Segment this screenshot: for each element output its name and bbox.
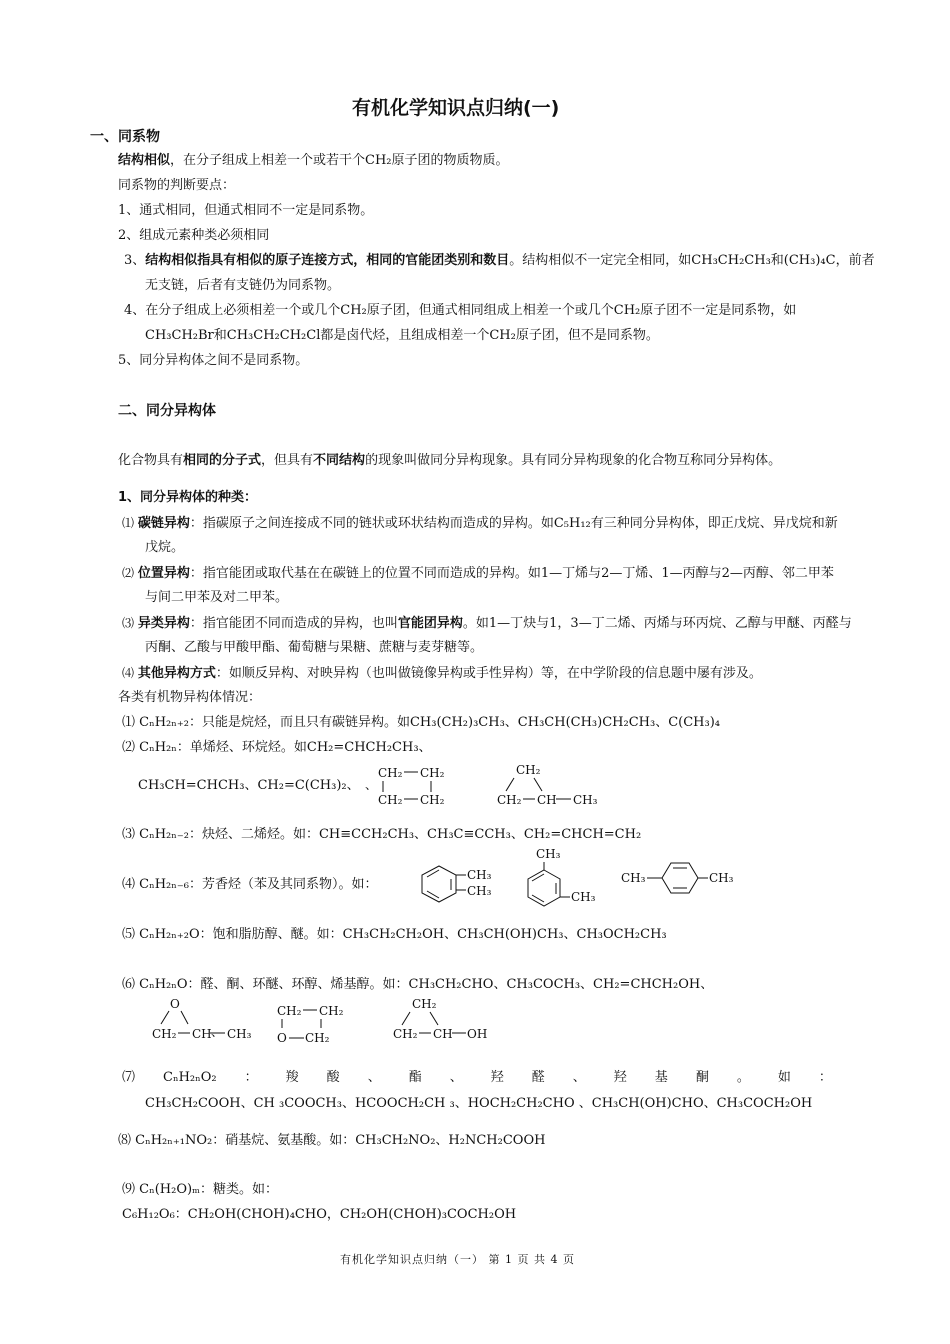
- s1-point-3: 3、结构相似指具有相似的原子连接方式，相同的官能团类别和数目。结构相似不一定完全相同，如CH₃CH₂CH₃和(CH₃)₄C，前者: [124, 253, 875, 268]
- svg-text:CH₂: CH₂: [152, 1027, 177, 1041]
- case-7-part: 酮: [695, 1070, 709, 1085]
- kind-1: ⑴ 碳链异构：指碳原子之间连接成不同的链状或环状结构而造成的异构。如C₅H₁₂有三种同分异构体，即正戊烷、异戊烷和新: [122, 516, 838, 531]
- case-7-part: 羧: [285, 1070, 299, 1085]
- case-2-examples: CH₃CH=CHCH₃、CH₂=C(CH₃)₂、: [138, 778, 360, 793]
- svg-text:CH₃: CH₃: [573, 793, 598, 807]
- case-7-part: 基: [654, 1070, 668, 1085]
- s1-point-5: 5、同分异构体之间不是同系物。: [118, 353, 309, 368]
- case-7-part: 羟: [613, 1070, 627, 1085]
- s2-intro: 化合物具有相同的分子式，但具有不同结构的现象叫做同分异构现象。具有同分异构现象的化合物互称同分异构体。: [118, 453, 782, 468]
- svg-text:CH₂: CH₂: [497, 793, 522, 807]
- svg-text:CH₂: CH₂: [277, 1004, 302, 1018]
- svg-text:CH₃: CH₃: [709, 871, 734, 885]
- case-2: ⑵ CₙH₂ₙ：单烯烃、环烷烃。如CH₂=CHCH₂CH₃、: [122, 740, 432, 755]
- svg-text:O: O: [170, 997, 180, 1011]
- case-9: ⑼ Cₙ(H₂O)ₘ：糖类。如：: [122, 1182, 279, 1197]
- case-3: ⑶ CₙH₂ₙ₋₂：炔烃、二烯烃。如：CH≡CCH₂CH₃、CH₃C≡CCH₃、CH₂=CHCH=CH₂: [122, 827, 642, 842]
- svg-text:CH: CH: [192, 1027, 212, 1041]
- case-7-part: ：: [818, 1070, 832, 1085]
- svg-text:CH₂: CH₂: [378, 766, 403, 780]
- svg-text:CH₃: CH₃: [467, 884, 492, 898]
- s1-point-4-cont: CH₃CH₂Br和CH₃CH₂CH₂Cl都是卤代烃，且组成相差一个CH₂原子团，但不是同系物。: [145, 328, 659, 343]
- svg-text:CH₂: CH₂: [393, 1027, 418, 1041]
- case-7-part: 、: [572, 1070, 586, 1085]
- cyclobutane-structure: [365, 762, 458, 808]
- kind-3-cont: 丙酮、乙酸与甲酸甲酯、葡萄糖与果糖、蔗糖与麦芽糖等。: [145, 640, 484, 655]
- svg-text:CH: CH: [537, 793, 557, 807]
- svg-text:CH₂: CH₂: [305, 1031, 330, 1045]
- kind-4: ⑷ 其他异构方式：如顺反异构、对映异构（也叫做镜像异构或手性异构）等，在中学阶段的信息题中屡有涉及。: [122, 666, 762, 681]
- s1-judge: 同系物的判断要点：: [118, 178, 236, 193]
- s1-point-3-cont: 无支链，后者有支链仍为同系物。: [145, 278, 341, 293]
- o-xylene-structure: [418, 862, 498, 906]
- svg-text:CH₃: CH₃: [536, 847, 561, 861]
- oxetane-structure: [276, 1000, 356, 1048]
- case-7-part: ⑺: [122, 1070, 136, 1085]
- case-7-part: 、: [449, 1070, 463, 1085]
- case-7-part: 酯: [408, 1070, 422, 1085]
- kinds-heading: 1、同分异构体的种类：: [118, 490, 258, 505]
- case-7-part: 如: [777, 1070, 791, 1085]
- svg-text:CH₃: CH₃: [571, 890, 596, 904]
- m-xylene-structure: [520, 846, 610, 910]
- case-7-part: ：: [244, 1070, 258, 1085]
- case-7-part: 羟: [490, 1070, 504, 1085]
- case-7-part: 、: [367, 1070, 381, 1085]
- case-6: ⑹ CₙH₂ₙO：醛、酮、环醚、环醇、烯基醇。如：CH₃CH₂CHO、CH₃COCH₃、CH₂=CHCH₂OH、: [122, 977, 714, 992]
- case-1: ⑴ CₙH₂ₙ₊₂：只能是烷烃，而且只有碳链异构。如CH₃(CH₂)₃CH₃、CH₃CH(CH₃)CH₂CH₃、C(CH₃)₄: [122, 715, 720, 730]
- case-5: ⑸ CₙH₂ₙ₊₂O：饱和脂肪醇、醚。如：CH₃CH₂CH₂OH、CH₃CH(OH)CH₃、CH₃OCH₂CH₃: [122, 927, 667, 942]
- section-1-heading: 一、同系物: [90, 129, 160, 145]
- cyclopropanol-structure: [392, 994, 502, 1042]
- case-7-part: 醛: [531, 1070, 545, 1085]
- case-7-part: CₙH₂ₙO₂: [163, 1070, 217, 1085]
- svg-text:OH: OH: [467, 1027, 488, 1041]
- propylene-oxide-structure: [150, 994, 260, 1042]
- svg-text:CH₂: CH₂: [319, 1004, 344, 1018]
- s1-point-2: 2、组成元素种类必须相同: [118, 228, 270, 243]
- page-footer: 有机化学知识点归纳（一） 第 1 页 共 4 页: [340, 1253, 575, 1266]
- svg-text:CH₂: CH₂: [412, 997, 437, 1011]
- svg-text:CH₃: CH₃: [467, 868, 492, 882]
- svg-text:CH₂: CH₂: [420, 766, 445, 780]
- svg-text:CH: CH: [433, 1027, 453, 1041]
- page-title: 有机化学知识点归纳(一): [352, 97, 560, 119]
- section-2-heading: 二、同分异构体: [118, 403, 216, 419]
- case-7-examples: CH₃CH₂COOH、CH ₃COOCH₃、HCOOCH₂CH ₃、HOCH₂CH₂CHO 、CH₃CH(OH)CHO、CH₃COCH₂OH: [145, 1096, 813, 1111]
- svg-text:、: 、: [365, 778, 378, 792]
- case-7-part: 。: [736, 1070, 750, 1085]
- s1-point-4: 4、在分子组成上必须相差一个或几个CH₂原子团，但通式相同组成上相差一个或几个CH₂原子团不一定是同系物，如: [124, 303, 797, 318]
- svg-text:O: O: [277, 1031, 287, 1045]
- case-9-examples: C₆H₁₂O₆：CH₂OH(CHOH)₄CHO，CH₂OH(CHOH)₃COCH₂OH: [122, 1207, 517, 1222]
- methylcyclopropane-structure: [496, 760, 606, 808]
- case-4: ⑷ CₙH₂ₙ₋₆：芳香烃（苯及其同系物）。如：: [122, 877, 378, 892]
- svg-text:CH₂: CH₂: [420, 793, 445, 807]
- svg-text:CH₂: CH₂: [378, 793, 403, 807]
- kind-3: ⑶ 异类异构：指官能团不同而造成的异构，也叫官能团异构。如1—丁炔与1，3—丁二烯、丙烯与环丙烷、乙醇与甲醚、丙醛与: [122, 616, 852, 631]
- s1-point-1: 1、通式相同，但通式相同不一定是同系物。: [118, 203, 374, 218]
- case-8: ⑻ CₙH₂ₙ₊₁NO₂：硝基烷、氨基酸。如：CH₃CH₂NO₂、H₂NCH₂COOH: [118, 1133, 546, 1148]
- p-xylene-structure: [620, 860, 740, 900]
- svg-text:CH₃: CH₃: [227, 1027, 252, 1041]
- s1-definition: 结构相似，在分子组成上相差一个或若干个CH₂原子团的物质物质。: [118, 153, 509, 168]
- kind-2-cont: 与间二甲苯及对二甲苯。: [145, 590, 289, 605]
- case-7-part: 酸: [326, 1070, 340, 1085]
- case-7: [122, 1069, 832, 1087]
- svg-text:CH₂: CH₂: [516, 763, 541, 777]
- cases-heading: 各类有机物异构体情况：: [118, 690, 262, 705]
- kind-1-cont: 戊烷。: [145, 540, 185, 555]
- kind-2: ⑵ 位置异构：指官能团或取代基在在碳链上的位置不同而造成的异构。如1—丁烯与2—丁烯、1—丙醇与2—丙醇、邻二甲苯: [122, 566, 834, 581]
- svg-text:CH₃: CH₃: [621, 871, 646, 885]
- svg-text:、: 、: [211, 1025, 224, 1039]
